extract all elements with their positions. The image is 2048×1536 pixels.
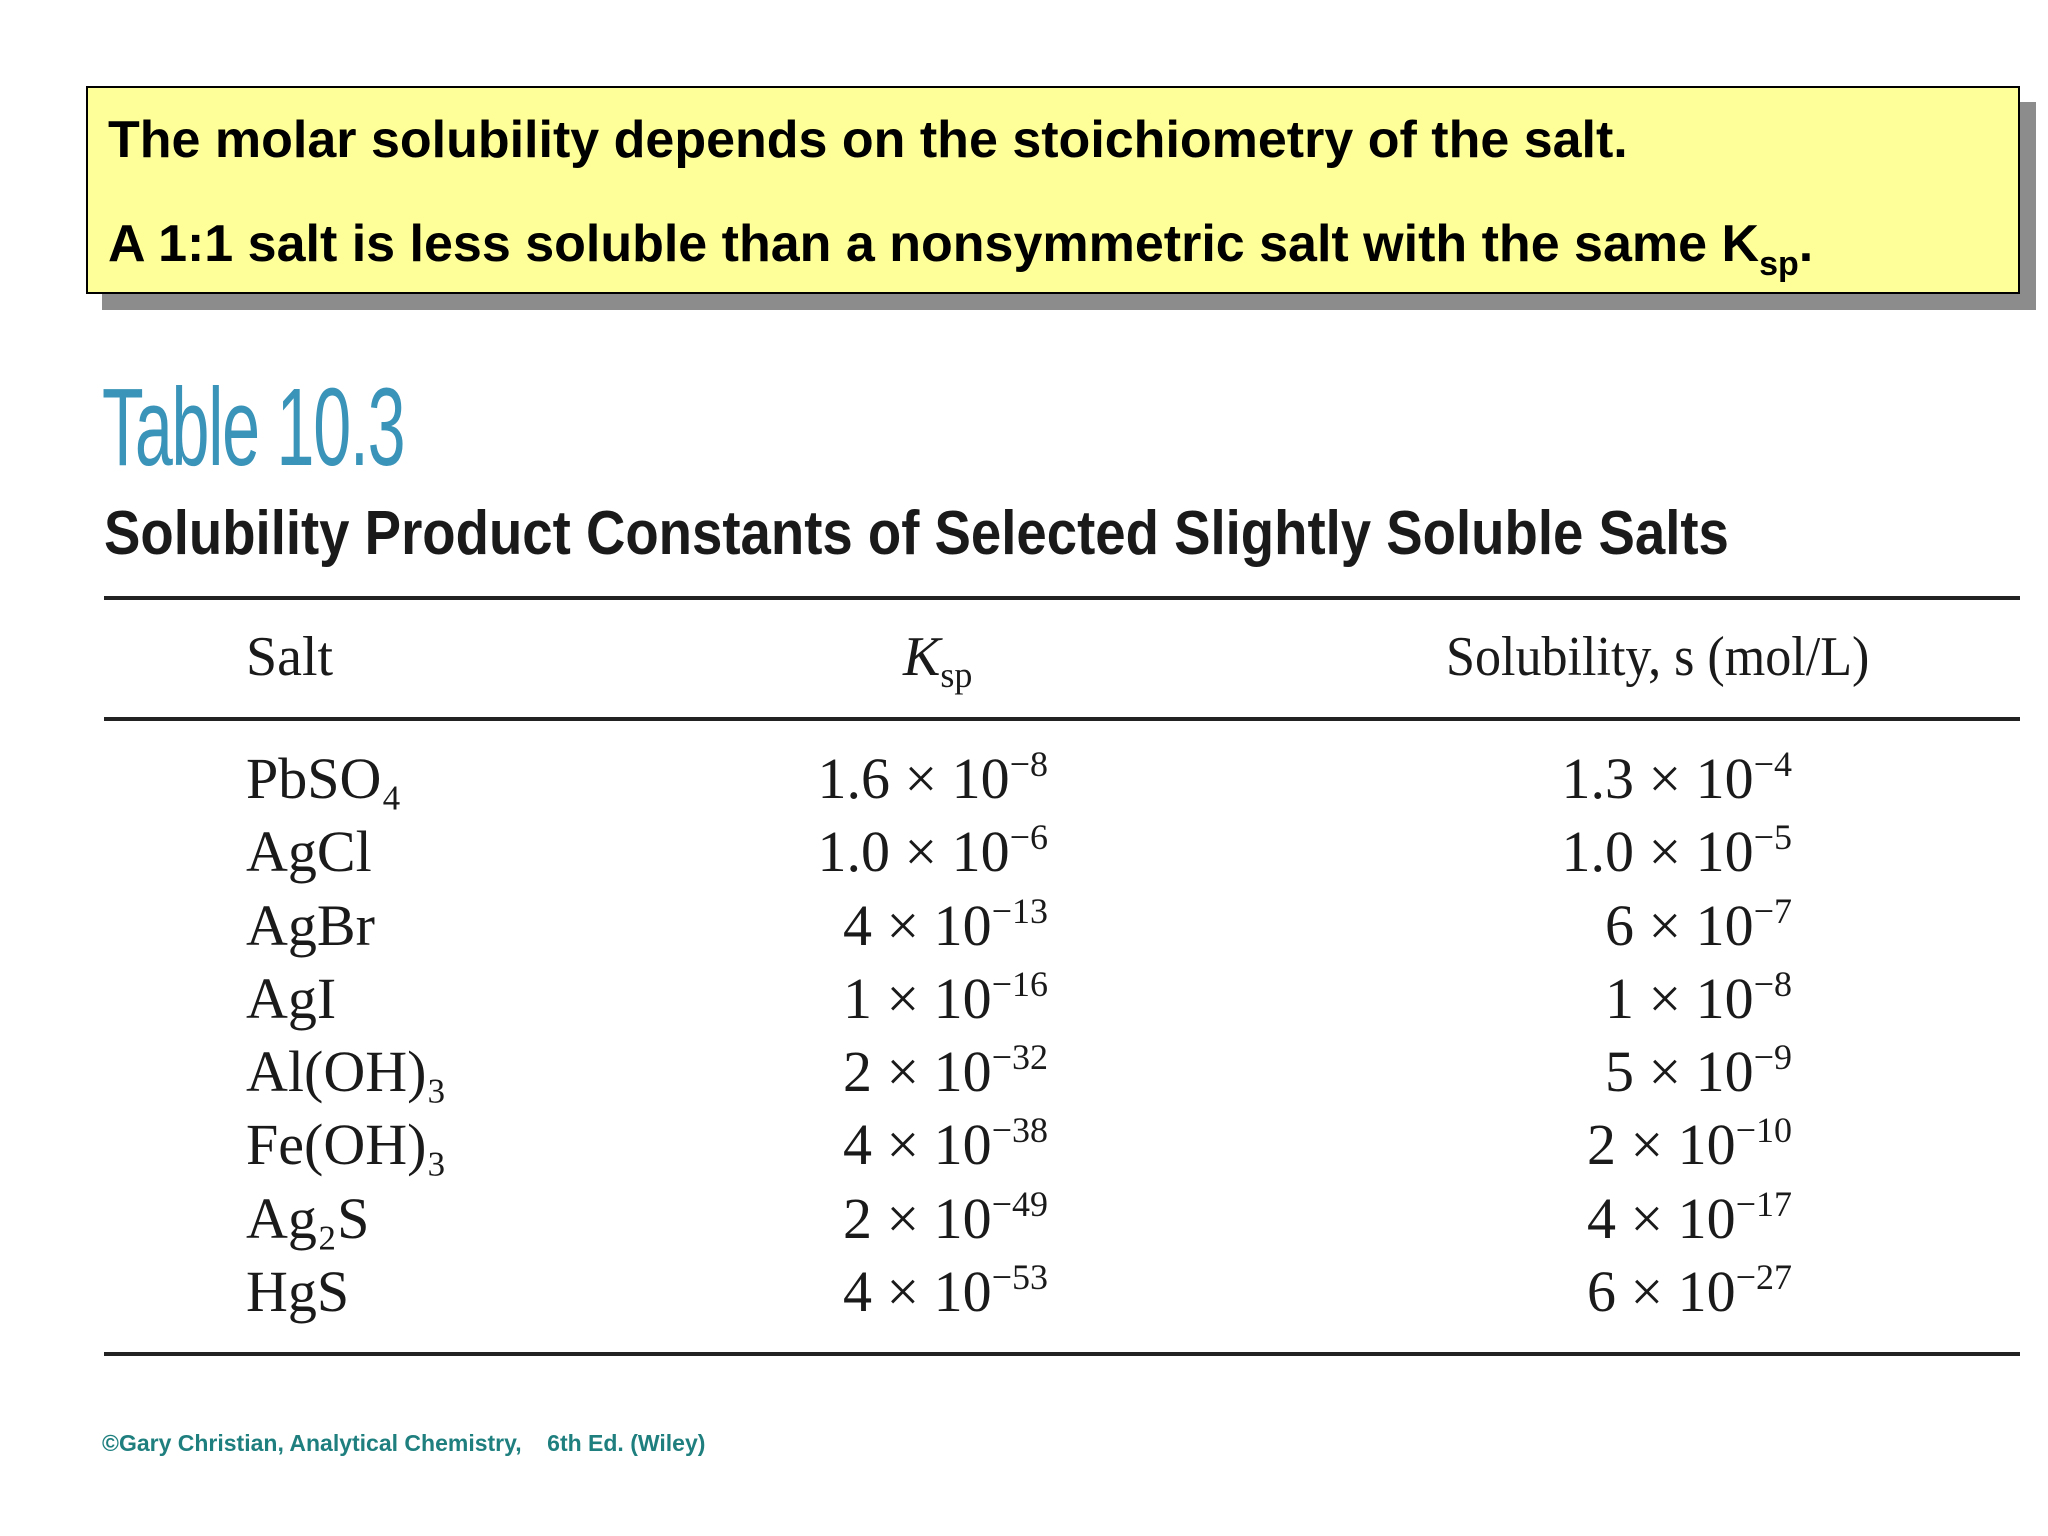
credit-author: ©Gary Christian, Analytical Chemistry,: [102, 1430, 522, 1456]
solubility-mantissa: 1.0 × 10: [1561, 819, 1754, 885]
solubility-mantissa: 4 × 10: [1586, 1185, 1736, 1251]
cell-solubility: [1587, 1108, 1792, 1181]
table-row: [0, 962, 2048, 1035]
header-solubility: Solubility, s (mol/L): [1446, 626, 1870, 688]
solubility-exponent: −8: [1753, 963, 1792, 1004]
callout-line-2-period: .: [1798, 215, 1814, 273]
ksp-exponent: −16: [991, 963, 1048, 1004]
ksp-exponent: −53: [991, 1257, 1048, 1298]
table-body: [0, 742, 2048, 1328]
cell-salt: Al(OH)₃: [246, 1039, 447, 1105]
cell-ksp: [843, 1255, 1048, 1328]
table-number: Table 10.3: [102, 366, 405, 489]
cell-ksp: [843, 1035, 1048, 1108]
solubility-mantissa: 5 × 10: [1604, 1039, 1754, 1105]
cell-solubility: [1605, 962, 1792, 1035]
table-caption: Solubility Product Constants of Selected Slightly Soluble Salts: [104, 499, 1729, 568]
solubility-exponent: −17: [1735, 1183, 1792, 1224]
cell-ksp: [817, 815, 1048, 888]
ksp-mantissa: 1.6 × 10: [817, 746, 1010, 811]
cell-ksp: [843, 1108, 1048, 1181]
cell-ksp: [843, 1182, 1048, 1255]
cell-solubility: [1561, 815, 1792, 888]
ksp-mantissa: 2 × 10: [842, 1039, 992, 1105]
solubility-exponent: −7: [1753, 890, 1792, 931]
cell-salt: AgBr: [246, 892, 375, 958]
callout-line-1: The molar solubility depends on the stoichiometry of the salt.: [108, 111, 1628, 169]
ksp-exponent: −6: [1009, 817, 1048, 858]
table-row: [0, 742, 2048, 815]
ksp-exponent: −49: [991, 1183, 1048, 1224]
solubility-exponent: −9: [1753, 1037, 1792, 1078]
ksp-mantissa: 4 × 10: [842, 1259, 992, 1325]
source-credit: [102, 1428, 705, 1458]
cell-ksp: [817, 742, 1048, 815]
table-row: [0, 889, 2048, 962]
cell-solubility: [1587, 1182, 1792, 1255]
table-bottom-rule: [104, 1352, 2020, 1356]
table-top-rule: [104, 596, 2020, 600]
cell-solubility: [1587, 1255, 1792, 1328]
callout-ksp-subscript: sp: [1759, 245, 1799, 283]
ksp-mantissa: 4 × 10: [842, 892, 992, 958]
table-row: [0, 815, 2048, 888]
table-row: [0, 1182, 2048, 1255]
solubility-mantissa: 1 × 10: [1604, 965, 1754, 1031]
table-row: [0, 1108, 2048, 1181]
credit-edition: 6th Ed. (Wiley): [547, 1430, 706, 1456]
callout-line-2: [108, 208, 1996, 283]
cell-salt: Fe(OH)₃: [246, 1112, 447, 1178]
cell-solubility: [1605, 889, 1792, 962]
cell-solubility: [1605, 1035, 1792, 1108]
cell-salt: Ag₂S: [246, 1185, 370, 1251]
solubility-exponent: −5: [1753, 817, 1792, 858]
solubility-mantissa: 2 × 10: [1586, 1112, 1736, 1178]
ksp-exponent: −32: [991, 1037, 1048, 1078]
cell-salt: AgI: [246, 965, 337, 1031]
table-row: [0, 1255, 2048, 1328]
solubility-exponent: −27: [1735, 1257, 1792, 1298]
header-ksp-symbol: K: [903, 626, 941, 688]
header-ksp: [903, 622, 973, 695]
ksp-mantissa: 4 × 10: [842, 1112, 992, 1178]
cell-ksp: [843, 962, 1048, 1035]
table-row: [0, 1035, 2048, 1108]
cell-ksp: [843, 889, 1048, 962]
solubility-mantissa: 6 × 10: [1586, 1259, 1736, 1325]
cell-salt: HgS: [246, 1259, 350, 1325]
solubility-exponent: −4: [1753, 744, 1792, 784]
header-salt: Salt: [246, 626, 334, 688]
ksp-exponent: −38: [991, 1110, 1048, 1151]
callout-line-2-text: A 1:1 salt is less soluble than a nonsymmetric salt with the same K: [108, 215, 1760, 273]
ksp-mantissa: 1 × 10: [842, 965, 992, 1031]
cell-salt: PbSO₄: [246, 746, 402, 811]
solubility-exponent: −10: [1735, 1110, 1792, 1151]
ksp-mantissa: 2 × 10: [842, 1185, 992, 1251]
ksp-exponent: −13: [991, 890, 1048, 931]
cell-solubility: [1561, 742, 1792, 815]
table-header-rule: [104, 717, 2020, 721]
callout-box: [86, 86, 2020, 294]
solubility-mantissa: 6 × 10: [1604, 892, 1754, 958]
ksp-mantissa: 1.0 × 10: [817, 819, 1010, 885]
cell-salt: AgCl: [246, 819, 372, 885]
ksp-exponent: −8: [1009, 744, 1048, 784]
header-ksp-subscript: sp: [940, 655, 973, 695]
solubility-mantissa: 1.3 × 10: [1561, 746, 1754, 811]
